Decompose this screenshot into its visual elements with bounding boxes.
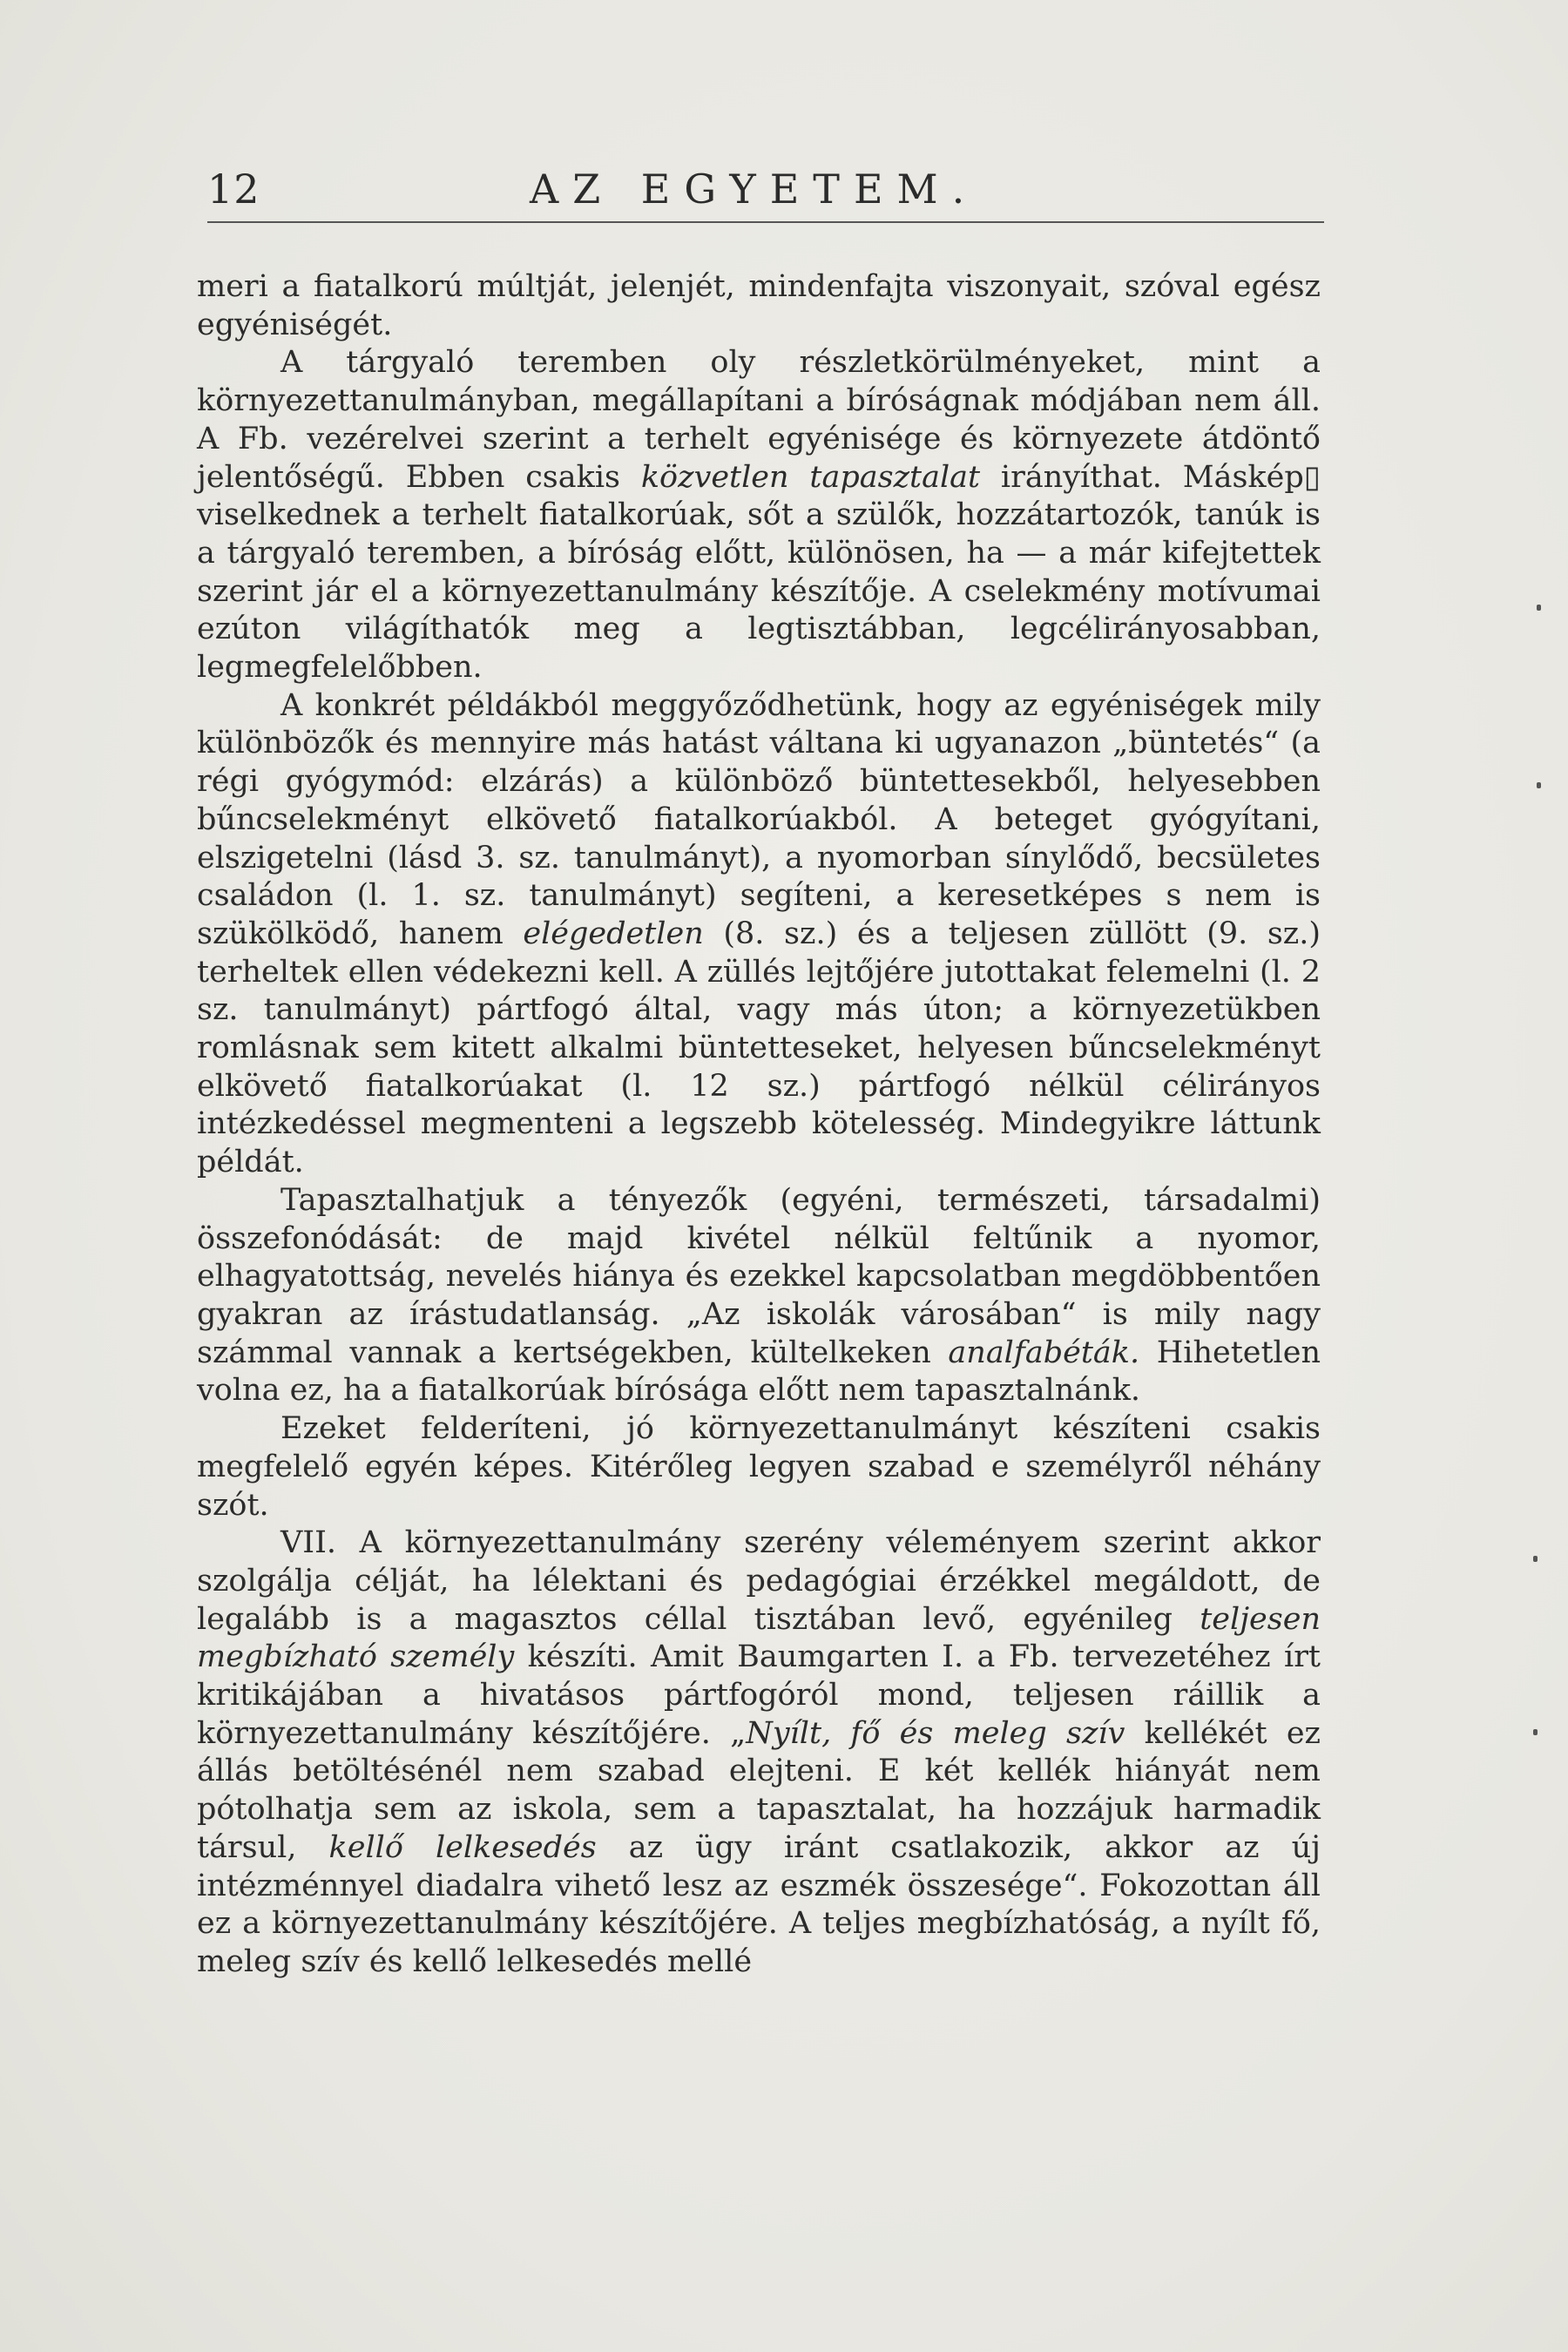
paragraph — [197, 268, 1321, 344]
text-run: A konkrét példákból meggyőződhetünk, hogy az egyéniségek mily különbözők és mennyire más hatást váltana ki ugyanazon „büntetés“ (a régi gyógymód: elzárás) a különböző büntettesekből, helyesebben bűncselekményt elkövető fiatalkorúakból. A beteget gyógyítani, elszigetelni (lásd 3. sz. tanulmányt), a nyomorban sínylődő, becsületes családon (l. 1. sz. tanulmányt) segíteni, a keresetképes s nem is szükölködő, hanem — [197, 687, 1321, 951]
page-header — [207, 166, 1324, 226]
body-text — [197, 268, 1321, 1982]
running-title: AZ EGYETEM. — [530, 166, 979, 213]
margin-speck — [1533, 1729, 1538, 1735]
margin-speck — [1533, 1556, 1538, 1562]
text-run: Tapasztalhatjuk a tényezők (egyéni, természeti, társadalmi) összefonódását: de majd kivétel nélkül feltűnik a nyomor, elhagyatottság, nevelés hiánya és ezekkel kapcsolatban megdöbbentően gyakran az írástudatlanság. „Az iskolák városában“ is mily nagy számmal vannak a kertségekben, kültelkeken — [197, 1182, 1321, 1370]
margin-speck — [1537, 782, 1541, 788]
paragraph — [197, 1410, 1321, 1524]
text-run: készíti. Amit Baumgarten I. a Fb. tervezetéhez írt kritikájában a hivatásos pártfogóról mond, teljesen ráillik a környezettanulmány készítőjére. „ — [197, 1639, 1321, 1751]
text-run: Hihetetlen volna ez, ha a fiatalkorúak bírósága előtt nem tapasztalnánk. — [197, 1335, 1321, 1409]
italic-phrase: Nyílt, fő és meleg szív — [746, 1715, 1125, 1751]
margin-speck — [1537, 605, 1541, 611]
paragraph — [197, 1182, 1321, 1410]
italic-phrase: közvetlen tapasztalat — [640, 459, 981, 495]
text-run: Ezeket felderíteni, jó környezettanulmányt készíteni csakis megfelelő egyén képes. Kitérőleg legyen szabad e személyről néhány szót. — [197, 1411, 1321, 1523]
text-run: A tárgyaló teremben oly részletkörülményeket, mint a környezettanulmányban, megállapítani a bíróságnak módjában nem áll. A Fb. vezérelvei szerint a terhelt egyénisége és környezete átdöntő jelentőségű. Ebben csakis — [197, 345, 1321, 495]
italic-phrase: kellő lelkesedés — [328, 1829, 597, 1865]
paragraph — [197, 344, 1321, 686]
text-run: irányíthat. Máskép▯ viselkednek a terhelt fiatalkorúak, sőt a szülők, hozzátartozók, tanúk is a tárgyaló teremben, a bíróság előtt, különösen, ha — a már kifejtettek szerint jár el a környezettanulmány készítője. A cselekmény motívumai ezúton világíthatók meg a legtisztábban, legcélirányosabban, legmegfelelőbben. — [197, 459, 1321, 686]
text-run: VII. A környezettanulmány szerény véleményem szerint akkor szolgálja célját, ha lélektani és pedagógiai érzékkel megáldott, de legalább is a magasztos céllal tisztában levő, egyénileg — [197, 1525, 1321, 1637]
italic-phrase: teljesen megbízható személy — [197, 1601, 1321, 1675]
italic-phrase: analfabéták. — [948, 1335, 1140, 1370]
text-run: meri a fiatalkorú múltját, jelenjét, mindenfajta viszonyait, szóval egész egyéniségét. — [197, 269, 1321, 342]
paragraph — [197, 687, 1321, 1182]
paragraph — [197, 1524, 1321, 1981]
text-run: az ügy iránt csatlakozik, akkor az új intézménnyel diadalra vihető lesz az eszmék összesége“. Fokozottan áll ez a környezettanulmány készítőjére. A teljes megbízhatóság, a nyílt fő, meleg szív és kellő lelkesedés mellé — [197, 1829, 1321, 1979]
italic-phrase: elégedetlen — [523, 916, 704, 951]
page-number: 12 — [207, 166, 260, 213]
header-rule — [207, 221, 1324, 223]
text-run: kellékét ez állás betöltésénél nem szabad elejteni. E két kellék hiányát nem pótolhatja sem az iskola, sem a tapasztalat, ha hozzájuk harmadik társul, — [197, 1715, 1321, 1865]
text-run: (8. sz.) és a teljesen züllött (9. sz.) terheltek ellen védekezni kell. A züllés lejtőjére jutottakat felemelni (l. 2 sz. tanulmányt) pártfogó által, vagy más úton; a környezetükben romlásnak sem kitett alkalmi büntetteseket, helyesen bűncselekményt elkövető fiatalkorúakat (l. 12 sz.) pártfogó nélkül célirányos intézkedéssel megmenteni a legszebb kötelesség. Mindegyikre láttunk példát. — [197, 916, 1321, 1180]
